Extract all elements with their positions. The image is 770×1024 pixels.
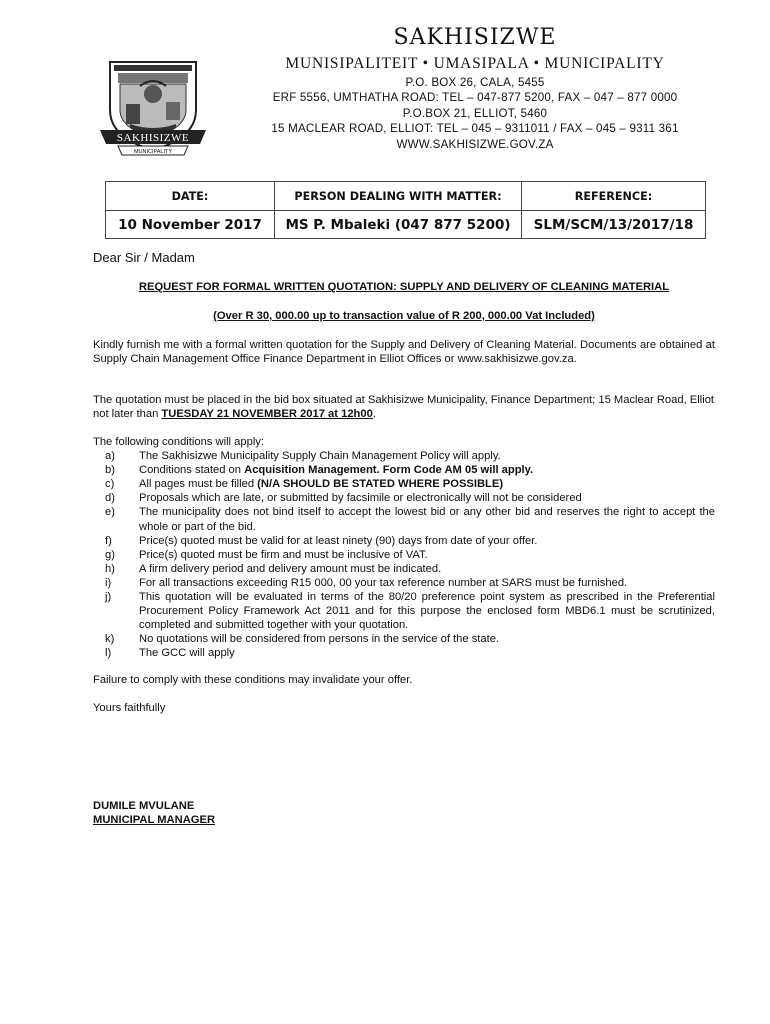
person-value: MS P. Mbaleki (047 877 5200) xyxy=(275,211,522,239)
condition-item xyxy=(93,576,715,590)
address-line: 15 MACLEAR ROAD, ELLIOT: TEL – 045 – 9311011 / FAX – 045 – 9311 361 xyxy=(271,122,679,136)
conditions-section xyxy=(93,435,715,661)
condition-label: i) xyxy=(105,576,112,589)
condition-text: The GCC will apply xyxy=(139,647,235,660)
condition-item xyxy=(93,632,715,646)
logo-ribbon-text: MUNICIPALITY xyxy=(133,149,173,155)
condition-item xyxy=(93,505,715,533)
reference-header: REFERENCE: xyxy=(522,182,706,211)
condition-text: Price(s) quoted must be firm and must be inclusive of VAT. xyxy=(139,548,428,561)
website-line: WWW.SAKHISIZWE.GOV.ZA xyxy=(396,137,554,151)
condition-label: h) xyxy=(105,562,115,575)
condition-bold-text: (N/A SHOULD BE STATED WHERE POSSIBLE) xyxy=(257,478,504,491)
reference-value-row xyxy=(106,211,706,239)
condition-item xyxy=(93,548,715,562)
address-line: P.O.BOX 21, ELLIOT, 5460 xyxy=(402,106,548,120)
reference-value: SLM/SCM/13/2017/18 xyxy=(522,211,706,239)
condition-label: e) xyxy=(105,506,115,519)
condition-label: d) xyxy=(105,492,115,505)
signatory-name: DUMILE MVULANE xyxy=(93,800,195,812)
condition-label: l) xyxy=(105,647,112,660)
submission-deadline: TUESDAY 21 NOVEMBER 2017 at 12h00 xyxy=(161,408,373,421)
condition-label: b) xyxy=(105,464,115,477)
paragraph-furnish: Kindly furnish me with a formal written quotation for the Supply and Delivery of Cleaning Material. Documents are obtained at Supply Chain Management Office Finance Department in Elliot Offices or www.sakhisizwe.gov.za. xyxy=(93,339,715,366)
address-line: P.O. BOX 26, CALA, 5455 xyxy=(405,76,545,89)
submission-text: The quotation must be placed in the bid box situated at Sakhisizwe Municipality, Finance Department; 15 Maclear Road, Elliot not later than xyxy=(93,394,715,421)
condition-text: The Sakhisizwe Municipality Supply Chain Management Policy will apply. xyxy=(139,450,501,463)
condition-item xyxy=(93,562,715,576)
letter-subheading: (Over R 30, 000.00 up to transaction value of R 200, 000.00 Vat Included) xyxy=(213,310,595,322)
signatory-title: MUNICIPAL MANAGER xyxy=(93,814,216,826)
municipality-coat-of-arms-logo xyxy=(100,58,206,158)
condition-text: A firm delivery period and delivery amount must be indicated. xyxy=(139,562,442,575)
condition-text: All pages must be filled xyxy=(139,478,258,491)
failure-note: Failure to comply with these conditions may invalidate your offer. xyxy=(93,674,413,686)
paragraph-submission xyxy=(93,393,715,421)
condition-label: k) xyxy=(105,633,115,646)
condition-label: c) xyxy=(105,478,115,491)
condition-item xyxy=(93,534,715,548)
condition-label: f) xyxy=(105,534,112,547)
reference-table xyxy=(105,181,706,239)
condition-text: This quotation will be evaluated in terms of the 80/20 preference point system as prescribed in the Preferential Procurement Policy Framework Act 2011 and for this purpose the enclosed form MBD6.1 must be scrutinized, completed and submitted together with your quotation. xyxy=(139,591,715,632)
closing: Yours faithfully xyxy=(93,702,166,714)
date-value: 10 November 2017 xyxy=(106,211,275,239)
condition-item xyxy=(93,463,715,477)
letterhead-title: SAKHISIZWE xyxy=(393,25,557,50)
condition-item xyxy=(93,449,715,463)
person-header: PERSON DEALING WITH MATTER: xyxy=(275,182,522,211)
letter-heading: REQUEST FOR FORMAL WRITTEN QUOTATION: SUPPLY AND DELIVERY OF CLEANING MATERIAL xyxy=(138,281,670,293)
condition-text: The municipality does not bind itself to accept the lowest bid or any other bid and reserves the right to accept the whole or part of the bid. xyxy=(139,506,715,533)
submission-end: . xyxy=(372,408,376,421)
salutation: Dear Sir / Madam xyxy=(93,250,195,265)
condition-text: No quotations will be considered from persons in the service of the state. xyxy=(139,633,500,646)
condition-text: For all transactions exceeding R15 000, 00 your tax reference number at SARS must be furnished. xyxy=(139,576,628,589)
condition-item xyxy=(93,646,715,660)
conditions-intro: The following conditions will apply: xyxy=(93,436,265,448)
date-header: DATE: xyxy=(106,182,275,211)
condition-label: a) xyxy=(105,450,115,463)
letterhead-address xyxy=(240,75,710,151)
reference-header-row xyxy=(106,182,706,211)
condition-item xyxy=(93,477,715,491)
letterhead-subtitle: MUNISIPALITEIT • UMASIPALA • MUNICIPALITY xyxy=(285,55,665,72)
address-line: ERF 5556, UMTHATHA ROAD: TEL – 047-877 5200, FAX – 047 – 877 0000 xyxy=(272,91,678,105)
condition-text: Proposals which are late, or submitted by facsimile or electronically will not be considered xyxy=(139,492,582,505)
logo-name-text: SAKHISIZWE xyxy=(116,132,190,144)
condition-bold-text: Acquisition Management. Form Code AM 05 will apply. xyxy=(244,464,534,477)
condition-text: Conditions stated on xyxy=(139,464,245,477)
condition-item xyxy=(93,491,715,505)
condition-item xyxy=(93,590,715,632)
condition-label: j) xyxy=(105,591,112,604)
condition-label: g) xyxy=(105,548,115,561)
condition-text: Price(s) quoted must be valid for at least ninety (90) days from date of your offer. xyxy=(139,534,538,547)
